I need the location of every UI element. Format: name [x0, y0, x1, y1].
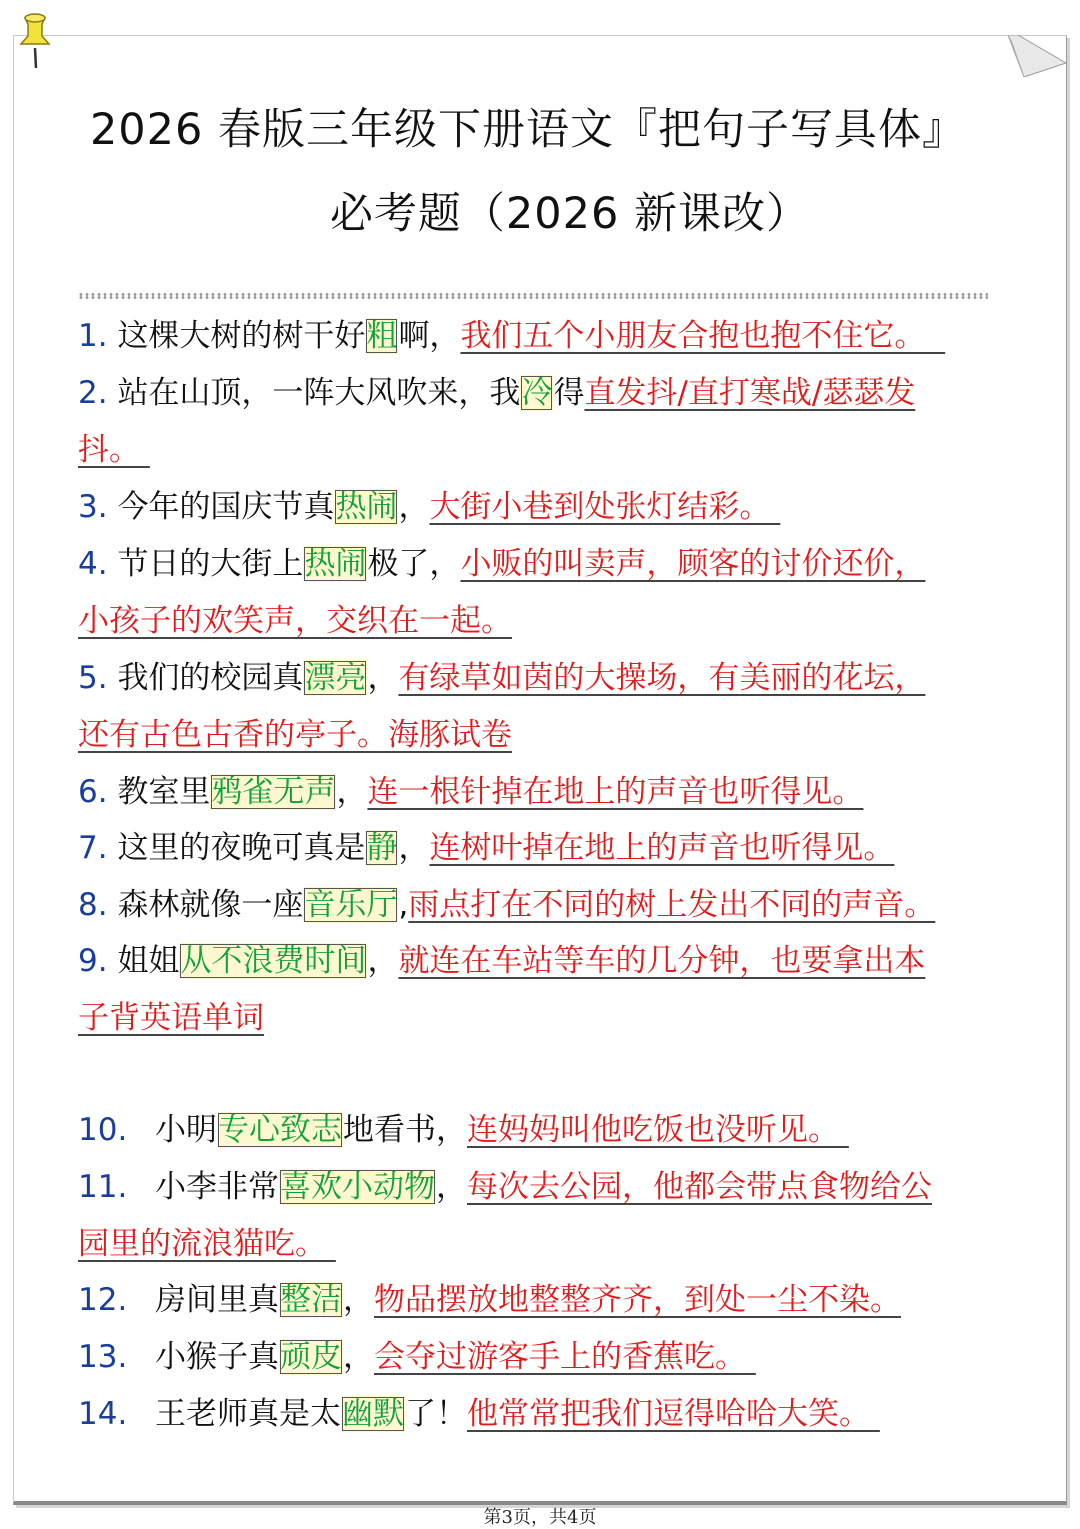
item-text: 地看书， — [343, 1112, 467, 1148]
item-text: 我们的校园真 — [117, 660, 304, 696]
answer-text: 连树叶掉在地上的声音也听得见。 — [429, 830, 895, 866]
item-text: 小李非常 — [155, 1169, 279, 1205]
item-text: ， — [398, 489, 430, 525]
answer-text: 物品摆放地整整齐齐，到处一尘不染。 — [374, 1282, 901, 1318]
item-text: 教室里 — [117, 774, 211, 810]
highlighted-word: 热闹 — [335, 489, 398, 525]
list-item-continuation — [78, 422, 1040, 479]
list-item — [78, 764, 1040, 821]
answer-text: 直发抖/直打寒战/瑟瑟发 — [584, 375, 916, 411]
item-text: 小猴子真 — [155, 1339, 279, 1375]
answer-text: 抖。 — [78, 432, 140, 468]
list-item — [78, 479, 1040, 536]
item-text: 今年的国庆节真 — [117, 489, 335, 525]
answer-text: 连妈妈叫他吃饭也没听见。 — [467, 1112, 839, 1148]
page-subtitle: 必考题（2026 新课改） — [329, 189, 811, 239]
highlighted-word: 从不浪费时间 — [180, 943, 367, 979]
item-text: 房间里真 — [155, 1282, 279, 1318]
list-item — [78, 1386, 1040, 1443]
item-number: 6. — [78, 774, 108, 810]
highlighted-word: 热闹 — [304, 546, 367, 582]
list-item — [78, 1329, 1040, 1386]
answer-blank — [925, 318, 945, 354]
answer-blank — [326, 1226, 336, 1262]
highlighted-word: 静 — [366, 830, 398, 866]
answer-text: 他常常把我们逗得哈哈大笑。 — [467, 1396, 870, 1432]
item-number: 10. — [78, 1112, 128, 1148]
item-text: 啊， — [398, 318, 461, 354]
item-number: 11. — [78, 1169, 128, 1205]
item-number: 4. — [78, 546, 108, 582]
item-text: 王老师真是太 — [155, 1396, 341, 1432]
list-item — [78, 933, 1040, 990]
list-item — [78, 1102, 1040, 1159]
item-number: 8. — [78, 887, 108, 923]
answer-text: 会夺过游客手上的香蕉吃。 — [374, 1339, 746, 1375]
answer-text: 大街小巷到处张灯结彩。 — [429, 489, 771, 525]
item-text: ， — [367, 943, 399, 979]
item-number: 9. — [78, 943, 108, 979]
list-item — [78, 536, 1040, 593]
item-number: 5. — [78, 660, 108, 696]
item-text: 极了， — [367, 546, 461, 582]
highlighted-word: 鸦雀无声 — [211, 774, 336, 810]
item-number: 12. — [78, 1282, 128, 1318]
item-text: 小明 — [155, 1112, 217, 1148]
answer-text: 我们五个小朋友合抱也抱不住它。 — [460, 318, 926, 354]
list-item-continuation — [78, 990, 1040, 1047]
list-item-continuation — [78, 593, 1040, 650]
answer-text: 还有古色古香的亭子。海豚试卷 — [78, 717, 512, 753]
answer-blank — [746, 1339, 756, 1375]
list-item-continuation — [78, 707, 1040, 764]
highlighted-word: 音乐厅 — [304, 887, 398, 923]
list-item — [78, 1159, 1040, 1216]
answer-blank — [140, 432, 150, 468]
item-text: ， — [367, 660, 399, 696]
answer-text: 子背英语单词 — [78, 1000, 264, 1036]
highlighted-word: 粗 — [366, 318, 398, 354]
pushpin-icon — [15, 12, 55, 70]
item-text: 站在山顶，一阵大风吹来，我 — [117, 375, 521, 411]
list-item — [78, 650, 1040, 707]
item-text: ， — [343, 1282, 374, 1318]
highlighted-word: 幽默 — [342, 1396, 404, 1432]
answer-text: 雨点打在不同的树上发出不同的声音。 — [408, 887, 936, 923]
list-item — [78, 877, 1040, 934]
item-number: 1. — [78, 318, 108, 354]
list-item — [78, 308, 1040, 365]
highlighted-word: 漂亮 — [304, 660, 367, 696]
item-number: 13. — [78, 1339, 128, 1375]
page-title: 2026 春版三年级下册语文『把句子写具体』 — [89, 105, 967, 155]
item-text: 这棵大树的树干好 — [117, 318, 366, 354]
item-text: 节日的大街上 — [117, 546, 304, 582]
item-number: 2. — [78, 375, 108, 411]
answer-text: 连一根针掉在地上的声音也听得见。 — [367, 774, 864, 810]
item-text: ， — [398, 830, 430, 866]
item-number: 7. — [78, 830, 108, 866]
highlighted-word: 冷 — [521, 375, 553, 411]
dotted-divider — [78, 293, 988, 299]
page-number-footer: 第3页，共4页 — [483, 1507, 597, 1528]
list-item — [78, 820, 1040, 877]
page-curl-icon — [1008, 35, 1068, 77]
highlighted-word: 顽皮 — [280, 1339, 342, 1375]
answer-blank — [839, 1112, 849, 1148]
highlighted-word: 喜欢小动物 — [280, 1169, 435, 1205]
item-text: 了！ — [405, 1396, 467, 1432]
answer-blank — [870, 1396, 880, 1432]
item-text: , — [398, 887, 409, 923]
answer-text: 每次去公园，他都会带点食物给公 — [467, 1169, 932, 1205]
list-item — [78, 1272, 1040, 1329]
item-text: ， — [336, 774, 368, 810]
item-text: ， — [436, 1169, 467, 1205]
answer-text: 就连在车站等车的几分钟，也要拿出本 — [398, 943, 926, 979]
item-text: 这里的夜晚可真是 — [117, 830, 366, 866]
list-item — [78, 365, 1040, 422]
answer-text: 有绿草如茵的大操场，有美丽的花坛， — [398, 660, 926, 696]
item-number: 14. — [78, 1396, 128, 1432]
answer-text: 小孩子的欢笑声，交织在一起。 — [78, 603, 512, 639]
answer-text: 小贩的叫卖声，顾客的讨价还价， — [460, 546, 926, 582]
highlighted-word: 专心致志 — [218, 1112, 342, 1148]
item-text: ， — [343, 1339, 374, 1375]
answer-blank — [770, 489, 780, 525]
item-text: 姐姐 — [117, 943, 180, 979]
list-item-continuation — [78, 1216, 1040, 1273]
answer-text: 园里的流浪猫吃。 — [78, 1226, 326, 1262]
highlighted-word: 整洁 — [280, 1282, 342, 1318]
item-text: 森林就像一座 — [117, 887, 304, 923]
item-number: 3. — [78, 489, 108, 525]
item-text: 得 — [553, 375, 585, 411]
